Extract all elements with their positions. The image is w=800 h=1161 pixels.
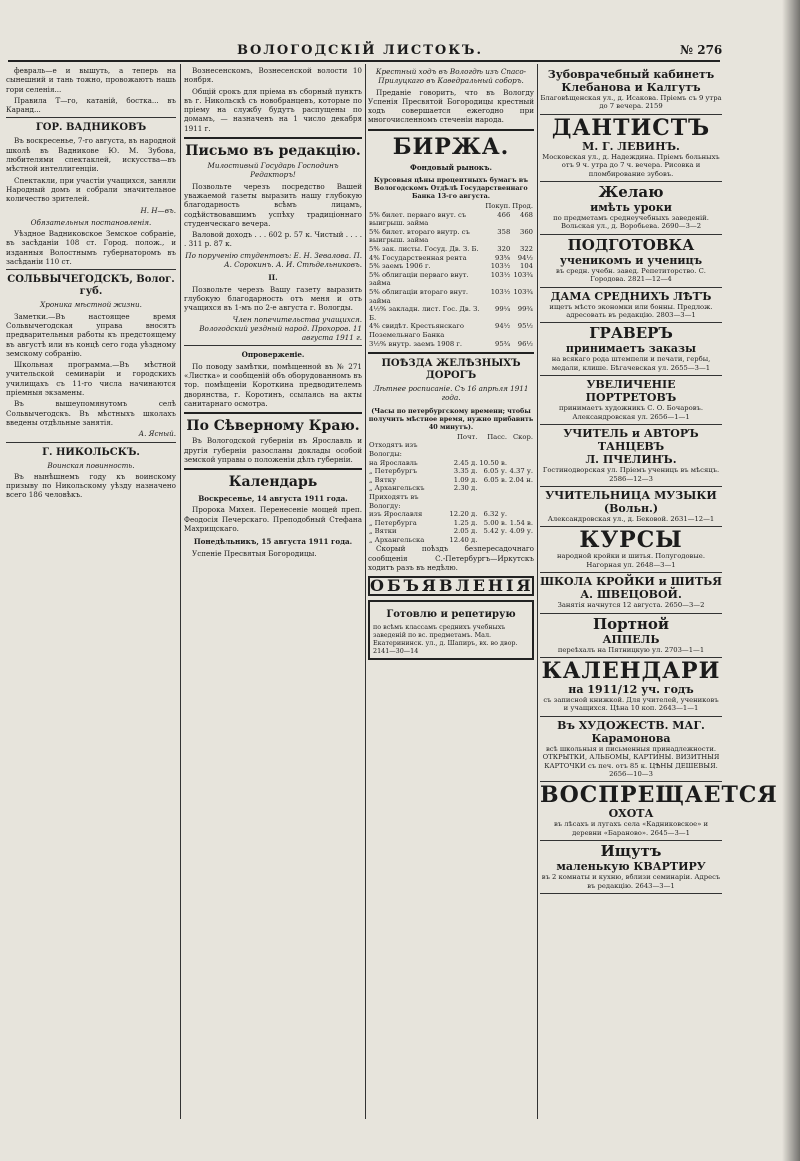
table-cell	[478, 493, 508, 510]
table-row	[368, 245, 534, 254]
table-cell	[478, 484, 508, 493]
ad-text: на всякаго рода штемпели и печати, гербы, медали, клише. Бѣгачевская ул. 2655—3—1	[551, 355, 711, 372]
table-header-row	[368, 202, 534, 211]
subheading: Фондовый рынокъ.	[410, 162, 492, 172]
table-cell: 94½	[495, 322, 511, 331]
table-cell: 95¾	[495, 339, 511, 348]
table-row	[368, 254, 534, 263]
table-cell	[508, 536, 534, 545]
table-cell: 1.09 д.	[453, 475, 478, 484]
ad-title: Готовлю и репетирую	[386, 608, 516, 620]
table-cell	[448, 493, 478, 510]
ad-text: по предметамъ среднеучебныхъ заведеній. Вольская ул., д. Воробьева. 2690—3—2	[553, 214, 709, 231]
table-row	[368, 305, 534, 322]
ads-heading: ОБЪЯВЛЕНІЯ	[370, 576, 534, 596]
table-cell	[508, 441, 534, 458]
divider	[6, 442, 176, 443]
column-divider	[180, 64, 181, 1119]
column-3	[368, 66, 534, 1118]
paragraph: Пророка Михея. Перенесеніе мощей преп. Феодосія Печерскаго. Преподобный Стефана Махрищскаго.	[184, 505, 362, 533]
table-cell	[508, 510, 534, 519]
table-cell: 6.05 у.	[483, 467, 507, 476]
subheading: Воинская повинность.	[47, 460, 135, 470]
ad-title: Ищутъ	[600, 842, 662, 861]
table-cell: 4% Государственная рента	[369, 253, 467, 262]
subheading: Обязательныя постановленія.	[30, 217, 152, 227]
ad-title: ДАМА СРЕДНИХЪ ЛѢТЪ	[550, 289, 712, 303]
ad-name: ученикомъ и ученицъ	[559, 253, 703, 267]
paragraph: Позвольте черезъ Вашу газету выразить глубокую благодарность отъ меня и отъ учащихся въ 1-мъ по 2-е августа г. Вологды.	[184, 284, 362, 313]
table-cell: „ Петербурга	[369, 518, 417, 527]
ad-title: КАЛЕНДАРИ	[541, 657, 721, 684]
section-heading: ПОѢЗДА ЖЕЛѢЗНЫХЪ ДОРОГЪ	[381, 358, 521, 382]
table-cell: на Ярославль	[369, 458, 418, 467]
ad-name: АППЕЛЬ	[602, 632, 660, 646]
section-number: II.	[268, 273, 278, 283]
divider	[184, 468, 362, 470]
stock-table	[368, 202, 534, 348]
table-cell: 5.42 у.	[483, 527, 507, 536]
table-cell: 99¼	[495, 305, 511, 314]
ad-block	[540, 235, 722, 288]
section-heading: Календарь	[228, 474, 318, 491]
ad-block	[540, 425, 722, 487]
table-cell: 5% билет. втораго внутр. съ выигрыш. займа	[369, 227, 470, 245]
ad-text: съ записной книжкой. Для учителей, учениковъ и учащихся. Цѣна 10 коп. 2643—1—1	[543, 695, 719, 713]
table-row	[368, 441, 534, 458]
table-cell: 103¾	[513, 288, 533, 297]
table-header: Скор.	[512, 432, 533, 441]
column-divider	[537, 64, 538, 1119]
masthead-rule	[8, 60, 720, 62]
ad-block	[540, 658, 722, 717]
table-cell: 358	[497, 227, 511, 236]
table-cell: 93⅝	[495, 253, 511, 262]
table-cell: 2.45 д.	[453, 458, 478, 467]
paragraph: Общій срокъ для пріема въ сборный пунктъ въ г. Никольскѣ съ новобранцевъ, которые по пріему на службу будутъ распущены по домамъ, — назначенъ на 1 число декабря 1911 г.	[184, 86, 362, 133]
ad-title: Зубоврачебный кабинетъ	[547, 68, 715, 81]
ad-title: УЧИТЕЛЬ и АВТОРЪ ТАНЦЕВЪ	[563, 427, 699, 454]
ad-block	[540, 573, 722, 613]
table-cell: 99¾	[517, 305, 533, 314]
table-cell: 3.35 д.	[453, 467, 478, 476]
table-cell: 468	[520, 210, 533, 219]
ad-name: А. ШВЕЦОВОЙ.	[580, 588, 682, 602]
table-cell: 96½	[517, 339, 533, 348]
table-row	[368, 228, 534, 245]
table-cell	[508, 493, 534, 510]
table-row	[368, 271, 534, 288]
ad-title: ГРАВЕРЪ	[589, 324, 673, 343]
table-cell: 4.09 у.	[509, 527, 533, 536]
table-row	[368, 510, 534, 519]
ad-text: ищетъ мѣсто экономки или бонны. Предлож. адресовать въ редакцію. 2803—3—1	[549, 302, 713, 320]
paragraph: Въ воскресенье, 7-го августа, въ народной школѣ въ Вадникове Ю. М. Зубова, любителями спектаклей, искусства—въ мѣстной интеллигенціи.	[6, 136, 176, 174]
ad-text: въ средн. учебн. завед. Репетиторство. С. Городова. 2821—12—4	[556, 266, 706, 284]
table-header-row	[368, 433, 534, 442]
ad-title: ШКОЛА КРОЙКИ и ШИТЬЯ	[540, 575, 722, 589]
ad-title: ВОСПРЕЩАЕТСЯ	[540, 782, 778, 809]
table-row	[368, 519, 534, 528]
table-cell: изъ Ярославля	[369, 510, 423, 519]
table-cell: 4.37 у.	[509, 467, 533, 476]
ad-block	[540, 717, 722, 783]
paragraph: Спектакли, при участіи учащихся, заняли Народный домъ и собрали значительное количество зрителей.	[6, 175, 176, 204]
ad-text: Гостинодворская ул. Пріемъ ученицъ въ мѣсяцъ. 2586—12—3	[542, 466, 720, 483]
table-header: Пасс.	[487, 432, 507, 441]
ad-name: Клебанова и Калгутъ	[561, 81, 701, 94]
ad-block	[540, 66, 722, 115]
divider	[6, 269, 176, 270]
ad-text: Занятія начнутся 12 августа. 2650—3—2	[557, 601, 705, 610]
table-cell: 12.40 д.	[449, 535, 478, 544]
subheading: Милостивый Государь Господинъ Редакторъ!	[207, 161, 339, 180]
ad-text: переѣхалъ на Пятницкую ул. 2703—1—1	[557, 645, 705, 654]
table-header: Прод.	[512, 202, 533, 211]
ad-text: Благовѣщенская ул., д. Исакова. Пріемъ съ 9 утра до 7 вечера. 2159	[540, 94, 722, 111]
divider	[368, 352, 534, 354]
ad-block	[540, 487, 722, 527]
ad-name: маленькую КВАРТИРУ	[556, 860, 706, 874]
table-header	[368, 433, 448, 442]
ad-title: Въ ХУДОЖЕСТВ. МАГ.	[557, 718, 705, 732]
ad-block	[368, 600, 534, 660]
paragraph: Скорый поѣздъ безпересадочнаго сообщенія С.-Петербургъ—Иркутскъ ходитъ разъ въ недѣлю.	[368, 544, 534, 573]
ad-name: (Вольн.)	[603, 501, 659, 515]
table-cell: 320	[497, 245, 511, 254]
ad-block	[540, 115, 722, 182]
ad-name: принимаетъ заказы	[565, 342, 697, 356]
column-4-ads	[540, 66, 778, 1118]
table-cell: 5% зак. листы. Госуд. Дв. З. Б.	[369, 245, 479, 254]
section-heading: ГОР. ВАДНИКОВЪ	[35, 122, 147, 134]
table-cell: Приходятъ въ Вологду:	[369, 492, 419, 510]
signature: По порученію студентовъ: Е. Н. Зевалова. П. А. Сорокинъ. А. И. Стѣдельниковъ.	[185, 250, 362, 270]
table-cell: 1.25 д.	[453, 518, 478, 527]
table-cell: 2.30 д.	[453, 484, 478, 493]
ad-block	[540, 376, 722, 425]
table-cell: „ Петербургъ	[369, 467, 418, 476]
ad-name: имѣть уроки	[590, 201, 672, 215]
table-cell: „ Вятку	[369, 475, 396, 484]
signature: А. Ясный.	[138, 429, 176, 439]
ad-text: всѣ школьныя и письменныя принадлежности. ОТКРЫТКИ, АЛЬБОМЫ, КАРТИНЫ. ВИЗИТНЫЯ КАРТОЧКИ съ печ. отъ 85 к. ЦѢНЫ ДЕШЕВЫЯ. 2656—10—3	[542, 744, 720, 778]
page-edge-shadow	[782, 0, 800, 1161]
table-cell	[508, 484, 534, 493]
ad-block	[540, 182, 722, 235]
table-row	[368, 211, 534, 228]
paragraph: Преданіе говоритъ, что въ Вологду Успенія Пресвятой Богородицы крестный ходъ совершается ежегодно при многочисленномъ стеченіи народа.	[368, 87, 534, 125]
calendar-date: Понедѣльникъ, 15 августа 1911 года.	[193, 537, 353, 547]
section-heading: БИРЖА.	[392, 133, 510, 160]
ad-name: М. Г. ЛЕВИНЪ.	[582, 139, 680, 153]
table-cell: Отходятъ изъ Вологды:	[369, 441, 418, 458]
table-row	[368, 476, 534, 485]
table-row	[368, 527, 534, 536]
signature: Н. Н—въ.	[140, 205, 176, 215]
table-cell: 95½	[517, 322, 533, 331]
table-cell: 3½% внутр. заемъ 1908 г.	[369, 339, 463, 348]
issue-number: № 276	[680, 43, 723, 57]
table-header: Покуп.	[485, 202, 511, 211]
table-cell	[478, 441, 508, 458]
table-caption: Курсовыя цѣны процентныхъ бумагъ въ Вологодскомъ Отдѣлѣ Государственнаго Банка 13-го августа.	[373, 176, 529, 201]
paragraph: Уѣздное Вадниковское Земское собраніе, въ засѣданіи 108 ст. Город. полож., и изданныя Волостнымъ губернаторомъ въ засѣданіи 110 ст.	[6, 229, 176, 267]
ad-block	[540, 527, 722, 573]
table-cell: 103½	[490, 270, 511, 279]
ad-title: Портной	[592, 614, 670, 633]
ad-title: КУРСЫ	[579, 527, 683, 554]
table-cell: „ Вятки	[369, 527, 397, 536]
table-row	[368, 536, 534, 545]
table-cell: 5% облигаціи перваго внут. займа	[369, 270, 469, 288]
ad-block	[540, 782, 778, 841]
ad-block	[540, 323, 722, 376]
table-cell: 6.05 в.	[483, 475, 507, 484]
ad-block	[540, 841, 722, 894]
paragraph: февраль—е и вышуть, а теперь на сынешний и тань тожно, провожаютъ нашь гори селенія...	[6, 66, 176, 94]
paragraph: По поводу замѣтки, помѣщенной въ № 271 «Листка» и сообщеній объ оборудованномъ въ тор. помѣщеніи Короткина предводителемъ дворянства, г. Коротинъ, ссылаясь на акты санитарнаго осмотра.	[184, 361, 362, 408]
table-cell: 322	[520, 245, 533, 254]
table-row	[368, 288, 534, 305]
table-caption: (Часы по петербургскому времени; чтобы получить мѣстное время, нужно прибавить 40 минутъ).	[368, 406, 534, 431]
table-header: Почт.	[456, 432, 478, 441]
paragraph: Въ Вологодской губерніи въ Ярославль и другія губерніи разосланы доклады особой земской управы о положеніи дѣлъ губерніи.	[184, 436, 362, 464]
table-cell: „ Архангельскъ	[369, 484, 425, 493]
table-cell: 6.32 у.	[483, 510, 507, 519]
table-row	[368, 262, 534, 271]
paragraph: Въ нынѣшнемъ году къ воинскому призыву по Никольскому уѣзду назначено всего 186 человѣкъ.	[6, 471, 176, 500]
table-cell: 103½	[490, 288, 511, 297]
section-heading: Письмо въ редакцію.	[185, 143, 361, 160]
divider	[6, 117, 176, 118]
section-heading: СОЛЬВЫЧЕГОДСКЪ, Волог. губ.	[7, 274, 175, 298]
ad-text: въ 2 комнаты и кухню, вблизи семинаріи. Адресъ въ редакцію. 2643—3—1	[541, 873, 721, 890]
table-row	[368, 493, 534, 510]
table-cell: 10.50 в.	[479, 458, 507, 467]
calendar-date: Воскресенье, 14 августа 1911 года.	[198, 494, 348, 504]
ad-block	[540, 288, 722, 324]
ad-name: на 1911/12 уч. годъ	[568, 682, 694, 696]
table-cell: 5% заемъ 1906 г.	[369, 262, 431, 271]
table-row	[368, 484, 534, 493]
section-heading: Опроверженіе.	[241, 350, 305, 360]
column-2	[184, 66, 362, 1118]
table-cell	[478, 536, 508, 545]
ad-title: УВЕЛИЧЕНІЕ ПОРТРЕТОВЪ	[585, 378, 677, 405]
table-cell: 5% облигаціи втораго внут. займа	[369, 288, 468, 305]
masthead-title: ВОЛОГОДСКІЙ ЛИСТОКЪ.	[237, 43, 483, 58]
signature: Член попечительства учащихся. Вологодский уездный народ. Прохоров. 11 августа 1911 г.	[199, 314, 362, 343]
ad-name: ОХОТА	[608, 807, 654, 821]
ad-title: Желаю	[598, 183, 664, 202]
ad-name: Л. ПЧЕЛИНЪ.	[585, 453, 677, 467]
column-divider	[365, 64, 366, 1119]
ad-title: ДАНТИСТЪ	[551, 114, 711, 141]
section-heading: По Сѣверному Краю.	[186, 418, 360, 435]
ad-text: принимаетъ художникъ С. О. Бочаровъ. Александровская ул. 2656—1—1	[558, 404, 704, 421]
ad-text: народной кройки и шитья. Полугодовые. Нагорная ул. 2648—3—1	[557, 552, 705, 569]
divider	[184, 345, 362, 346]
table-row	[368, 340, 534, 349]
column-1	[6, 66, 176, 1118]
table-row	[368, 459, 534, 468]
table-cell: 104	[520, 262, 533, 271]
table-cell: 4% свидѣт. Крестьянскаго Поземельнаго Банка	[369, 322, 464, 339]
ad-title: ПОДГОТОВКА	[567, 235, 695, 254]
paragraph: Позвольте черезъ посредство Вашей уважаемой газеты выразить нашу глубокую благодарность всѣмъ лицамъ, содѣйствовавшимъ успѣху традиціоннаго студенческаго вечера.	[184, 181, 362, 228]
ad-text: въ лѣсахъ и лугахъ села «Кадниковское» и деревни «Бараново». 2645—3—1	[553, 820, 709, 837]
ad-title: УЧИТЕЛЬНИЦА МУЗЫКИ	[545, 488, 717, 502]
section-heading: Г. НИКОЛЬСКЪ.	[42, 446, 140, 458]
table-cell: 103½	[490, 262, 511, 271]
table-row	[368, 467, 534, 476]
divider	[184, 412, 362, 414]
paragraph: Школьная программа.—Въ мѣстной учительской семинаріи и городскихъ училищахъ съ 11-го числа начинаются пріемныя экзамены.	[6, 360, 176, 398]
paragraph: Валовой доходъ . . . 602 р. 57 к. Чистый . . . . . 311 р. 87 к.	[184, 230, 362, 249]
ad-text: Александровская ул., д. Бековой. 2631—12—1	[547, 514, 715, 523]
table-cell: 1.54 в.	[509, 518, 533, 527]
table-cell: 2.05 д.	[453, 527, 478, 536]
divider	[184, 137, 362, 139]
paragraph: Заметки.—Въ настоящее время Сольвычегодская управа вносятъ предварительныя работы къ предстоящему въ августѣ или въ концѣ сего года уѣздному земскому собранію.	[6, 311, 176, 358]
railway-table	[368, 433, 534, 545]
subheading: Хроника мѣстной жизни.	[40, 300, 142, 310]
table-cell: 4½% закладн. лист. Гос. Дв. З. Б.	[369, 305, 480, 322]
table-cell: 103¾	[513, 270, 533, 279]
ad-name: Карамонова	[591, 731, 671, 745]
table-cell: 360	[520, 227, 533, 236]
table-cell: 466	[497, 210, 511, 219]
subheading: Крестный ходъ въ Вологдѣ изъ Спасо-Прилуцкаго въ Каѳедральный соборъ.	[375, 67, 527, 86]
table-cell: 5% билет. перваго внут. съ выигрыш. займа	[369, 210, 467, 228]
table-cell	[508, 459, 534, 468]
ad-block	[540, 614, 722, 658]
ad-text: Московская ул., д. Надеждина. Пріемъ больныхъ отъ 9 ч. утра до 7 ч. вечера. Рисовка и пломбирование зубовъ.	[542, 152, 720, 178]
paragraph: Вознесенскомъ, Вознесенской волости 10 ноября.	[184, 66, 362, 85]
paragraph: Правила Т—го, катаній, бостка... въ Каранд...	[6, 95, 176, 115]
ad-text: по всѣмъ классамъ среднихъ учебныхъ заведеній по вс. предметамъ. Мал. Екатерининск. ул., д. Шапиръ, вх. во двор. 2141—30—14	[373, 622, 518, 655]
paragraph: Успеніе Пресвятыя Богородицы.	[192, 548, 317, 558]
table-cell: „ Архангельска	[369, 535, 425, 544]
table-cell: 94½	[517, 253, 533, 262]
divider	[368, 129, 534, 131]
table-cell: 2.04 н.	[509, 475, 533, 484]
subheading: Лѣтнее росписаніе. Съ 16 апрѣля 1911 года.	[373, 384, 529, 403]
table-cell: 5.00 в.	[483, 518, 507, 527]
table-cell: 12.20 д.	[449, 510, 478, 519]
table-header	[368, 202, 484, 211]
table-cell	[448, 441, 478, 458]
table-row	[368, 322, 534, 339]
paragraph: Въ вышеупомянутомъ селѣ Сольвычегодскъ. Въ мѣстныхъ школахъ введены отдѣльные занятія.	[6, 399, 176, 427]
